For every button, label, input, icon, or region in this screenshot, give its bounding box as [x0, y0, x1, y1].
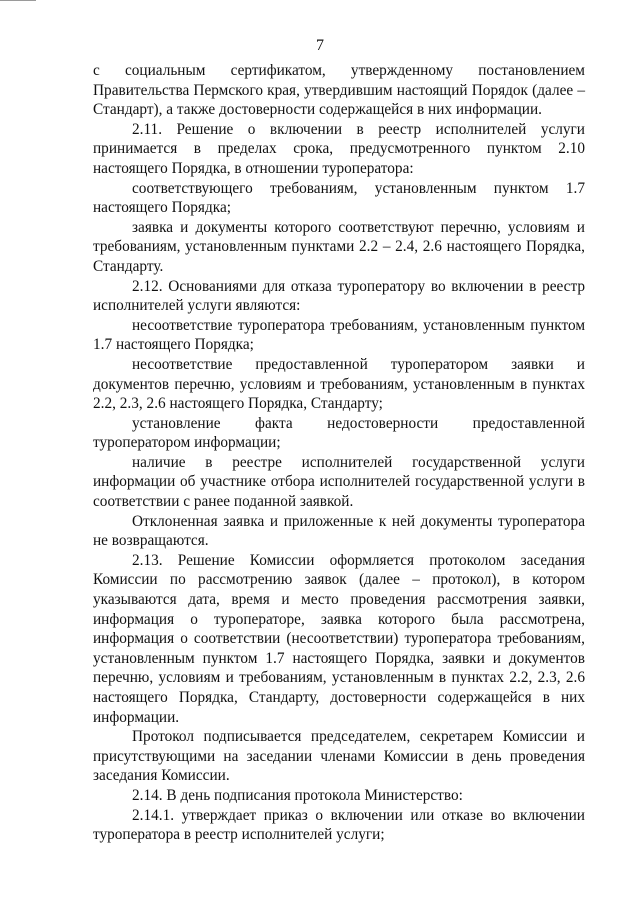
paragraph-2-12-ground-1: несоответствие туроператора требованиям, установленным пунктом 1.7 настоящего Порядка; — [93, 316, 585, 354]
page-number: 7 — [316, 37, 324, 54]
paragraph-2-14-1: 2.14.1. утверждает приказ о включении или отказе во включении туроператора в реестр исполнителей услуги; — [93, 806, 585, 844]
paragraph-rejected-application: Отклоненная заявка и приложенные к ней документы туроператора не возвращаются. — [93, 512, 585, 550]
paragraph-2-14: 2.14. В день подписания протокола Министерство: — [132, 786, 463, 804]
paragraph-2-12-ground-4: наличие в реестре исполнителей государственной услуги информации об участнике отбора исполнителей государственной услуги в соответствии с ранее поданной заявкой. — [93, 453, 585, 511]
paragraph-2-13: 2.13. Решение Комиссии оформляется протоколом заседания Комиссии по рассмотрению заявок (далее – протокол), в котором указываются дата, время и место проведения рассмотрения заявки, информация о туроператоре, заявка которого была рассмотрена, информация о соответствии (несоответствии) туроператора требованиям, установленным пунктом 1.7 настоящего Порядка, заявки и документов перечню, условиям и требованиям, установленным в пунктах 2.2, 2.3, 2.6 настоящего Порядка, Стандарту, достоверности содержащейся в них информации. — [93, 551, 585, 726]
paragraph-2-12-ground-2: несоответствие предоставленной туроператором заявки и документов перечню, условиям и требованиям, установленным в пунктах 2.2, 2.3, 2.6 настоящего Порядка, Стандарту; — [93, 355, 585, 413]
paragraph-protocol-signing: Протокол подписывается председателем, секретарем Комиссии и присутствующими на заседании членами Комиссии в день проведения заседания Комиссии. — [93, 728, 585, 785]
scan-corner-mark — [0, 0, 36, 1]
paragraph-2-12-ground-3: установление факта недостоверности предоставленной туроператором информации; — [93, 414, 585, 452]
document-body — [93, 61, 585, 845]
paragraph-2-12: 2.12. Основаниями для отказа туроператору во включении в реестр исполнителей услуги являются: — [93, 277, 585, 315]
paragraph-2-11-condition-2: заявка и документы которого соответствуют перечню, условиям и требованиям, установленным пунктами 2.2 – 2.4, 2.6 настоящего Порядка, Стандарту. — [93, 218, 585, 275]
paragraph-2-11-condition-1: соответствующего требованиям, установленным пунктом 1.7 настоящего Порядка; — [93, 179, 585, 217]
paragraph-2-11: 2.11. Решение о включении в реестр исполнителей услуги принимается в пределах срока, предусмотренного пунктом 2.10 настоящего Порядка, в отношении туроператора: — [93, 120, 585, 177]
paragraph-1: с социальным сертификатом, утвержденному постановлением Правительства Пермского края, утвердившим настоящий Порядок (далее – Стандарт), а также достоверности содержащейся в них информации. — [93, 62, 585, 119]
